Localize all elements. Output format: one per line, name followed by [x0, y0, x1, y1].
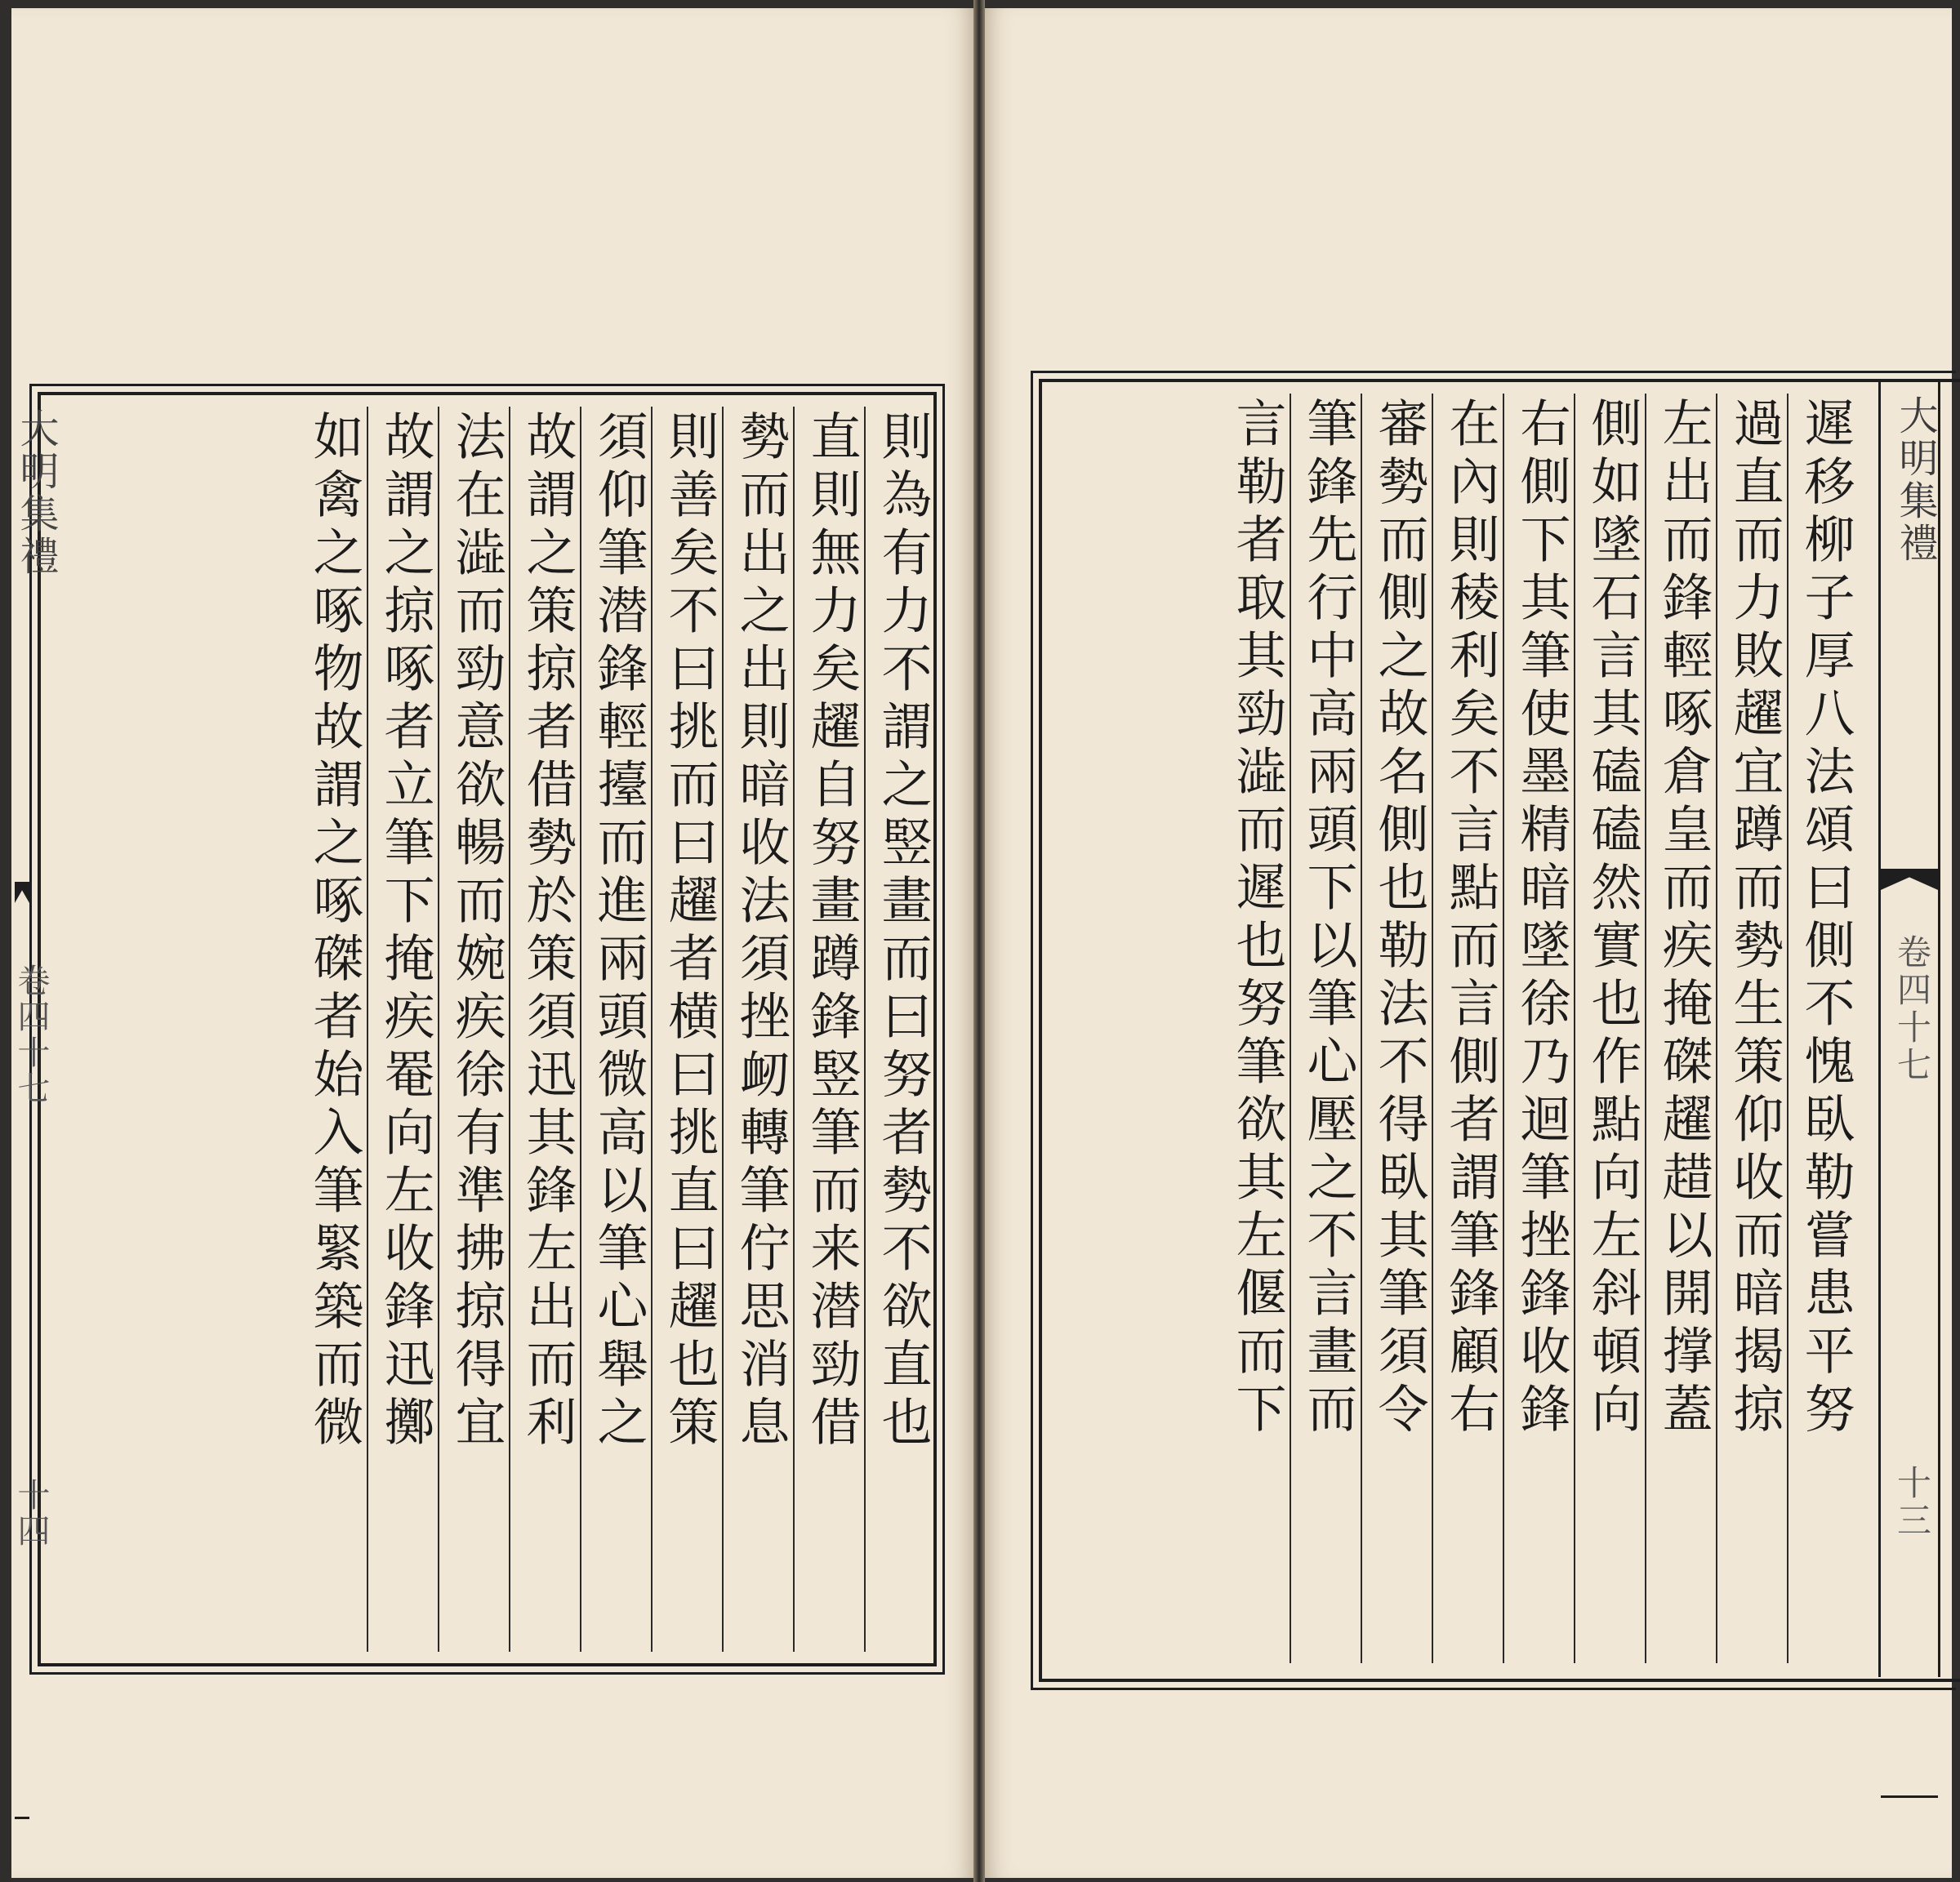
text-column: 勢而出之出則暗收法須挫衂轉筆佇思消息 [722, 407, 793, 1652]
left-bank-title: 大明集禮 [13, 408, 59, 578]
text-column: 故謂之策掠者借勢於策須迅其鋒左出而利 [509, 407, 580, 1652]
text-column: 審勢而側之故名側也勒法不得臥其筆須令 [1361, 394, 1432, 1663]
text-column: 遲移柳子厚八法頌曰側不愧臥勒嘗患平努 [1787, 394, 1858, 1663]
right-page-text [1054, 394, 1858, 1663]
left-page-bank [12, 392, 59, 1662]
text-column: 過直而力敗趯宜蹲而勢生策仰收而暗揭掠 [1716, 394, 1787, 1663]
book-gutter [973, 0, 985, 1882]
text-column: 言勒者取其勁澁而遲也努筆欲其左偃而下 [1227, 397, 1287, 1440]
text-column: 須仰筆潜鋒輕擡而進兩頭微高以筆心舉之 [580, 407, 651, 1652]
text-column: 故謂之掠啄者立筆下掩疾罨向左收鋒迅擲 [367, 407, 438, 1652]
text-column: 則善矣不曰挑而曰趯者横曰挑直曰趯也策 [651, 407, 722, 1652]
text-column: 筆鋒先行中高兩頭下以筆心壓之不言畫而 [1290, 394, 1361, 1663]
text-column: 右側下其筆使墨精暗墜徐乃迴筆挫鋒收鋒 [1503, 394, 1574, 1663]
text-column: 法在澁而勁意欲暢而婉疾徐有準拂掠得宜 [438, 407, 509, 1652]
right-page-bank [1878, 379, 1940, 1677]
left-bank-juan: 卷四十七 [12, 963, 50, 1107]
right-bank-rule [1881, 1795, 1938, 1798]
right-bank-juan: 卷四十七 [1892, 934, 1932, 1084]
text-column: 側如墜石言其磕磕然實也作點向左斜頓向 [1574, 394, 1645, 1663]
text-column: 在內則稜利矣不言點而言側者謂筆鋒顧右 [1432, 394, 1503, 1663]
left-fish-tail-mark [15, 882, 29, 903]
text-column: 直則無力矣趯自努畫蹲鋒竪筆而来潜勁借 [793, 407, 864, 1652]
left-bank-rule [15, 1817, 29, 1819]
right-bank-title: 大明集禮 [1892, 395, 1938, 565]
text-column: 如禽之啄物故謂之啄磔者始入筆緊築而微 [305, 410, 364, 1453]
left-page-text [49, 407, 935, 1652]
text-column: 則為有力不謂之竪畫而曰努者勢不欲直也 [864, 407, 935, 1652]
right-fish-tail-mark [1881, 869, 1938, 890]
text-column: 左出而鋒輕啄倉皇而疾掩磔趯趞以開撑蓋 [1645, 394, 1716, 1663]
left-bank-page-number: 十四 [12, 1478, 50, 1550]
right-bank-page-number: 十三 [1892, 1465, 1932, 1540]
